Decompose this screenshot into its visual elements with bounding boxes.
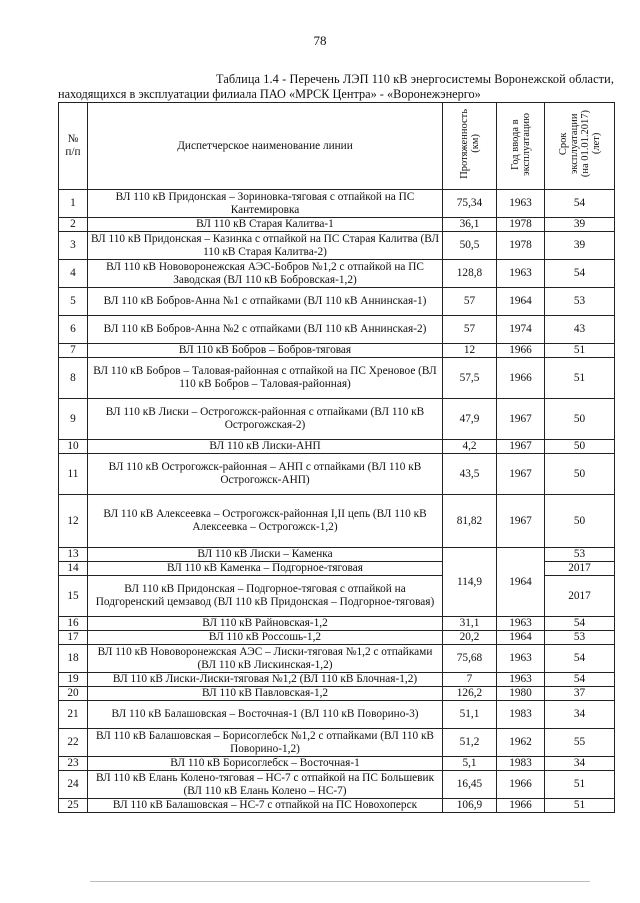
- cell-num: 1: [59, 190, 88, 218]
- header-year: Год ввода в эксплуатацию: [497, 103, 545, 190]
- cell-name: ВЛ 110 кВ Райновская-1,2: [88, 617, 443, 631]
- cell-term: 2017: [545, 576, 615, 617]
- cell-name: ВЛ 110 кВ Придонская – Зориновка-тяговая с отпайкой на ПС Кантемировка: [88, 190, 443, 218]
- cell-length: 20,2: [443, 631, 497, 645]
- cell-name: ВЛ 110 кВ Нововоронежская АЭС – Лиски-тяговая №1,2 с отпайками (ВЛ 110 кВ Лискинская-1,2): [88, 645, 443, 673]
- table-row: [59, 729, 615, 757]
- cell-year: 1963: [497, 617, 545, 631]
- cell-name: ВЛ 110 кВ Борисоглебск – Восточная-1: [88, 757, 443, 771]
- cell-year: 1963: [497, 260, 545, 288]
- table-caption: [58, 72, 614, 102]
- table-row: [59, 190, 615, 218]
- caption-line-2: находящихся в эксплуатации филиала ПАО «МРСК Центра» - «Воронежэнерго»: [58, 87, 481, 101]
- cell-num: 12: [59, 495, 88, 548]
- table-row: [59, 687, 615, 701]
- cell-year: 1980: [497, 687, 545, 701]
- cell-length: 57,5: [443, 358, 497, 399]
- table-row: [59, 495, 615, 548]
- cell-name: ВЛ 110 кВ Бобров – Таловая-районная с отпайкой на ПС Хреновое (ВЛ 110 кВ Бобров – Таловая-районная): [88, 358, 443, 399]
- cell-length: 57: [443, 288, 497, 316]
- header-term: Срок эксплуатации (на 01.01.2017) (лет): [545, 103, 615, 190]
- table-row: [59, 454, 615, 495]
- cell-name: ВЛ 110 кВ Острогожск-районная – АНП с отпайками (ВЛ 110 кВ Острогожск-АНП): [88, 454, 443, 495]
- cell-num: 7: [59, 344, 88, 358]
- cell-num: 3: [59, 232, 88, 260]
- cell-num: 2: [59, 218, 88, 232]
- cell-term: 39: [545, 232, 615, 260]
- cell-name: ВЛ 110 кВ Павловская-1,2: [88, 687, 443, 701]
- cell-length: 7: [443, 673, 497, 687]
- cell-num: 10: [59, 440, 88, 454]
- table-row: [59, 260, 615, 288]
- cell-year: 1974: [497, 316, 545, 344]
- cell-num: 8: [59, 358, 88, 399]
- cell-name: ВЛ 110 кВ Бобров-Анна №2 с отпайками (ВЛ 110 кВ Аннинская-2): [88, 316, 443, 344]
- cell-length: 5,1: [443, 757, 497, 771]
- header-name: Диспетчерское наименование линии: [88, 103, 443, 190]
- cell-length: 126,2: [443, 687, 497, 701]
- cell-name: ВЛ 110 кВ Придонская – Казинка с отпайкой на ПС Старая Калитва (ВЛ 110 кВ Старая Калитва-2): [88, 232, 443, 260]
- cell-year: 1966: [497, 771, 545, 799]
- cell-name: ВЛ 110 кВ Лиски-Лиски-тяговая №1,2 (ВЛ 110 кВ Блочная-1,2): [88, 673, 443, 687]
- power-lines-table: [58, 102, 615, 813]
- cell-length: 43,5: [443, 454, 497, 495]
- cell-name: ВЛ 110 кВ Каменка – Подгорное-тяговая: [88, 562, 443, 576]
- cell-year: 1963: [497, 645, 545, 673]
- table-row: [59, 232, 615, 260]
- table-row: [59, 771, 615, 799]
- cell-length: 106,9: [443, 799, 497, 813]
- cell-length: 4,2: [443, 440, 497, 454]
- cell-year: 1978: [497, 232, 545, 260]
- cell-num: 17: [59, 631, 88, 645]
- cell-length: 50,5: [443, 232, 497, 260]
- cell-term: 34: [545, 701, 615, 729]
- cell-num: 22: [59, 729, 88, 757]
- cell-year-merged: 1964: [497, 548, 545, 617]
- cell-term: 54: [545, 617, 615, 631]
- cell-name: ВЛ 110 кВ Алексеевка – Острогожск-районная I,II цепь (ВЛ 110 кВ Алексеевка – Острогожск-1,2): [88, 495, 443, 548]
- cell-num: 4: [59, 260, 88, 288]
- cell-year: 1963: [497, 673, 545, 687]
- cell-length: 12: [443, 344, 497, 358]
- cell-term: 54: [545, 645, 615, 673]
- cell-num: 21: [59, 701, 88, 729]
- page-number: 78: [313, 33, 327, 48]
- cell-year: 1983: [497, 757, 545, 771]
- cell-term: 43: [545, 316, 615, 344]
- cell-term: 37: [545, 687, 615, 701]
- cell-num: 13: [59, 548, 88, 562]
- cell-length: 81,82: [443, 495, 497, 548]
- cell-name: ВЛ 110 кВ Лиски – Острогожск-районная с отпайками (ВЛ 110 кВ Острогожская-2): [88, 399, 443, 440]
- cell-term: 34: [545, 757, 615, 771]
- cell-term: 50: [545, 495, 615, 548]
- table-row: [59, 399, 615, 440]
- cell-name: ВЛ 110 кВ Балашовская – НС-7 с отпайкой на ПС Новохоперск: [88, 799, 443, 813]
- cell-num: 15: [59, 576, 88, 617]
- cell-term: 55: [545, 729, 615, 757]
- table-row: [59, 548, 615, 562]
- cell-num: 20: [59, 687, 88, 701]
- cell-term: 53: [545, 631, 615, 645]
- cell-name: ВЛ 110 кВ Бобров-Анна №1 с отпайками (ВЛ 110 кВ Аннинская-1): [88, 288, 443, 316]
- cell-year: 1964: [497, 288, 545, 316]
- table-row: [59, 799, 615, 813]
- table-row: [59, 316, 615, 344]
- cell-num: 5: [59, 288, 88, 316]
- cell-term: 53: [545, 288, 615, 316]
- cell-num: 23: [59, 757, 88, 771]
- cell-length: 57: [443, 316, 497, 344]
- header-length: Протяженность (км): [443, 103, 497, 190]
- cell-term: 2017: [545, 562, 615, 576]
- table-row: [59, 617, 615, 631]
- cell-name: ВЛ 110 кВ Балашовская – Борисоглебск №1,2 с отпайками (ВЛ 110 кВ Поворино-1,2): [88, 729, 443, 757]
- cell-name: ВЛ 110 кВ Придонская – Подгорное-тяговая с отпайкой на Подгоренский цемзавод (ВЛ 110 кВ Придонская – Подгорное-тяговая): [88, 576, 443, 617]
- cell-year: 1978: [497, 218, 545, 232]
- cell-name: ВЛ 110 кВ Старая Калитва-1: [88, 218, 443, 232]
- cell-term: 50: [545, 399, 615, 440]
- cell-name: ВЛ 110 кВ Бобров – Бобров-тяговая: [88, 344, 443, 358]
- cell-length: 75,34: [443, 190, 497, 218]
- cell-year: 1963: [497, 190, 545, 218]
- cell-term: 54: [545, 260, 615, 288]
- cell-year: 1967: [497, 454, 545, 495]
- cell-length: 31,1: [443, 617, 497, 631]
- cell-num: 25: [59, 799, 88, 813]
- cell-year: 1966: [497, 344, 545, 358]
- cell-term: 50: [545, 440, 615, 454]
- cell-num: 9: [59, 399, 88, 440]
- cell-term: 51: [545, 799, 615, 813]
- header-num: № п/п: [59, 103, 88, 190]
- cell-term: 39: [545, 218, 615, 232]
- table-row: [59, 440, 615, 454]
- cell-term: 51: [545, 344, 615, 358]
- cell-length: 51,1: [443, 701, 497, 729]
- cell-name: ВЛ 110 кВ Балашовская – Восточная-1 (ВЛ 110 кВ Поворино-3): [88, 701, 443, 729]
- table-row: [59, 344, 615, 358]
- cell-length: 51,2: [443, 729, 497, 757]
- cell-name: ВЛ 110 кВ Елань Колено-тяговая – НС-7 с отпайкой на ПС Большевик (ВЛ 110 кВ Елань Колено – НС-7): [88, 771, 443, 799]
- cell-year: 1966: [497, 799, 545, 813]
- cell-num: 18: [59, 645, 88, 673]
- table-row: [59, 701, 615, 729]
- cell-term: 53: [545, 548, 615, 562]
- table-row: [59, 358, 615, 399]
- table-row: [59, 288, 615, 316]
- cell-name: ВЛ 110 кВ Россошь-1,2: [88, 631, 443, 645]
- cell-name: ВЛ 110 кВ Лиски – Каменка: [88, 548, 443, 562]
- cell-year: 1967: [497, 440, 545, 454]
- table-header-row: [59, 103, 615, 190]
- cell-num: 19: [59, 673, 88, 687]
- cell-length: 16,45: [443, 771, 497, 799]
- table-row: [59, 218, 615, 232]
- cell-num: 6: [59, 316, 88, 344]
- cell-length: 128,8: [443, 260, 497, 288]
- cell-term: 54: [545, 190, 615, 218]
- cell-year: 1964: [497, 631, 545, 645]
- cell-term: 51: [545, 771, 615, 799]
- cell-year: 1967: [497, 399, 545, 440]
- cell-name: ВЛ 110 кВ Лиски-АНП: [88, 440, 443, 454]
- table-row: [59, 631, 615, 645]
- cell-year: 1983: [497, 701, 545, 729]
- cell-length-merged: 114,9: [443, 548, 497, 617]
- table-row: [59, 645, 615, 673]
- table-row: [59, 757, 615, 771]
- cell-term: 54: [545, 673, 615, 687]
- table-row: [59, 673, 615, 687]
- cell-year: 1962: [497, 729, 545, 757]
- cell-term: 51: [545, 358, 615, 399]
- cell-num: 24: [59, 771, 88, 799]
- cell-term: 50: [545, 454, 615, 495]
- cell-length: 75,68: [443, 645, 497, 673]
- cell-num: 14: [59, 562, 88, 576]
- page-bottom-rule: [90, 881, 590, 882]
- cell-length: 36,1: [443, 218, 497, 232]
- cell-num: 11: [59, 454, 88, 495]
- cell-num: 16: [59, 617, 88, 631]
- caption-line-1: Таблица 1.4 - Перечень ЛЭП 110 кВ энергосистемы Воронежской области,: [216, 72, 614, 86]
- cell-year: 1966: [497, 358, 545, 399]
- cell-name: ВЛ 110 кВ Нововоронежская АЭС-Бобров №1,2 с отпайкой на ПС Заводская (ВЛ 110 кВ Бобровская-1,2): [88, 260, 443, 288]
- cell-year: 1967: [497, 495, 545, 548]
- cell-length: 47,9: [443, 399, 497, 440]
